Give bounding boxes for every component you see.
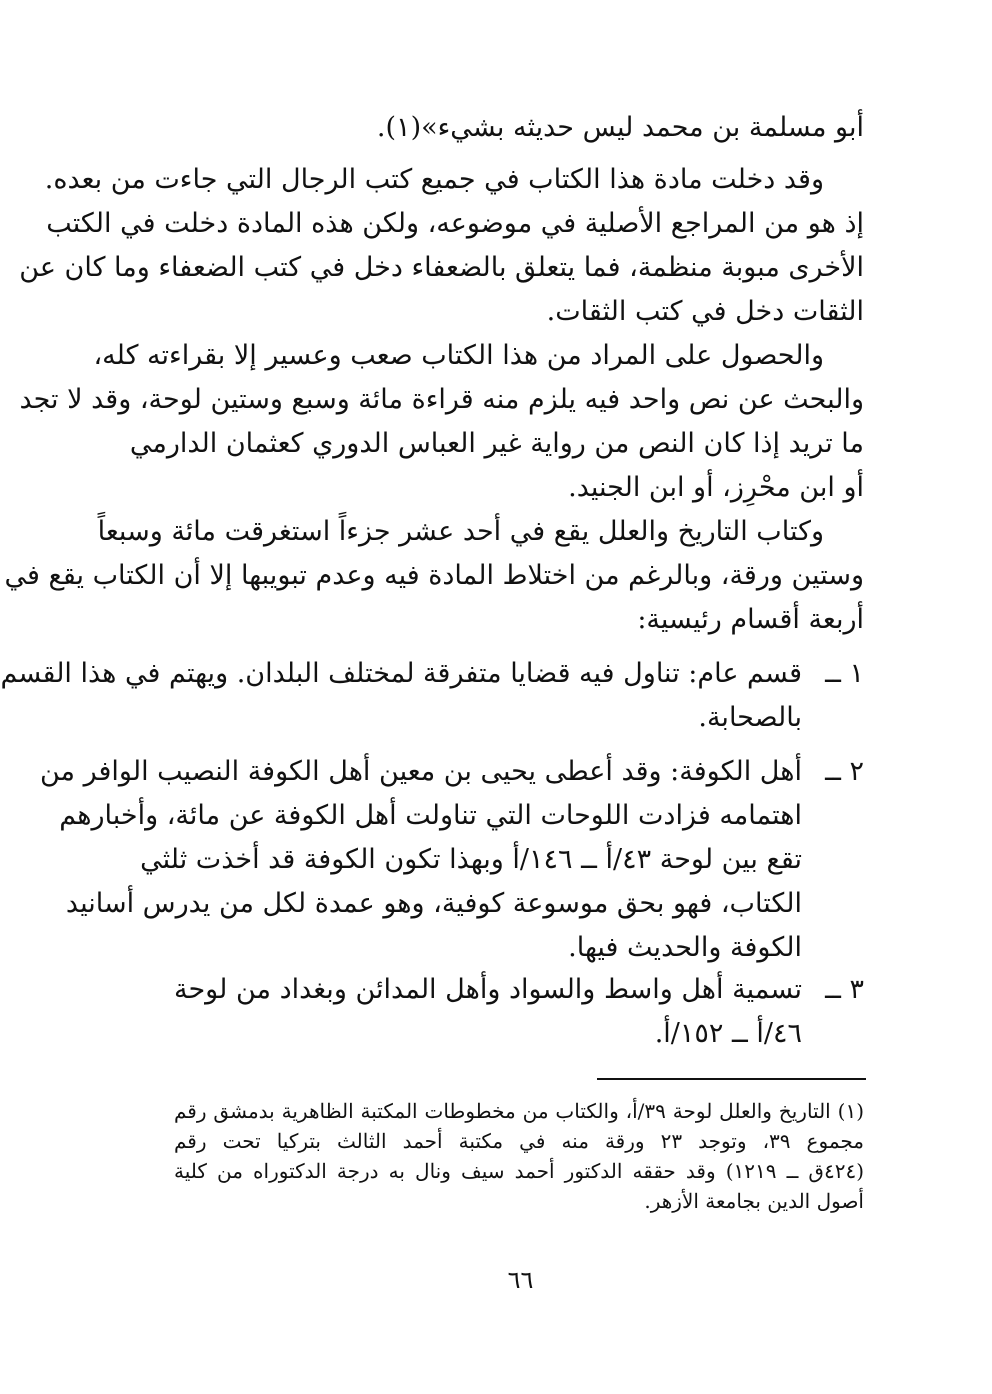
- section-text: [0, 652, 802, 740]
- section-line: أهل الكوفة: وقد أعطى يحيى بن معين أهل الكوفة النصيب الوافر من: [40, 756, 802, 787]
- footnote: [174, 1096, 864, 1216]
- footnote-line: (٤٢٤ق ــ ١٢١٩) وقد حققه الدكتور أحمد سيف ونال به درجة الدكتوراه من كلية: [174, 1159, 864, 1183]
- paragraph-3: [4, 510, 864, 642]
- section-line: تقع بين لوحة ٤٣/أ ــ ١٤٦/أ وبهذا تكون الكوفة قد أخذت ثلثي: [140, 844, 802, 875]
- paragraph-line: وقد دخلت مادة هذا الكتاب في جميع كتب الرجال التي جاءت من بعده.: [44, 164, 824, 195]
- section-line: قسم عام: تناول فيه قضايا متفرقة لمختلف البلدان. ويهتم في هذا القسم: [0, 658, 802, 689]
- paragraph-line: وكتاب التاريخ والعلل يقع في أحد عشر جزءاً استغرقت مائة وسبعاً: [97, 516, 824, 547]
- section-number: ٣ ــ: [825, 974, 864, 1005]
- paragraph-line: أو ابن محْرِز، أو ابن الجنيد.: [568, 472, 864, 503]
- page-number: ٦٦: [507, 1266, 534, 1294]
- footnote-divider: [597, 1078, 866, 1080]
- intro-line: أبو مسلمة بن محمد ليس حديثه بشيء»(١).: [376, 112, 864, 143]
- section-number: ٢ ــ: [825, 756, 864, 787]
- section-line: ٤٦/أ ــ ١٥٢/أ.: [654, 1018, 802, 1049]
- footnote-line: (١) التاريخ والعلل لوحة ٣٩/أ، والكتاب من مخطوطات المكتبة الظاهرية بدمشق رقم: [174, 1099, 864, 1123]
- paragraph-line: ما تريد إذا كان النص من رواية غير العباس الدوري كعثمان الدارمي: [129, 428, 864, 459]
- section-number: ١ ــ: [825, 658, 864, 689]
- section-line: الكتاب، فهو بحق موسوعة كوفية، وهو عمدة لكل من يدرس أسانيد: [65, 888, 802, 919]
- paragraph-line: إذ هو من المراجع الأصلية في موضوعه، ولكن هذه المادة دخلت في الكتب: [46, 208, 864, 239]
- body-text: [4, 106, 864, 642]
- section-text: [174, 968, 802, 1056]
- paragraph-line: أربعة أقسام رئيسية:: [637, 604, 864, 635]
- section-line: الكوفة والحديث فيها.: [568, 932, 802, 963]
- paragraph-2: [19, 334, 864, 510]
- paragraph-line: والبحث عن نص واحد فيه يلزم منه قراءة مائة وسبع وستين لوحة، وقد لا تجد: [19, 384, 864, 415]
- paragraph-line: والحصول على المراد من هذا الكتاب صعب وعسير إلا بقراءته كله،: [93, 340, 824, 371]
- section-text: [40, 750, 802, 970]
- paragraph-1: [19, 158, 864, 334]
- paragraph-line: الأخرى مبوبة منظمة، فما يتعلق بالضعفاء دخل في كتب الضعفاء وما كان عن: [19, 252, 864, 283]
- section-line: اهتمامه فزادت اللوحات التي تناولت أهل الكوفة عن مائة، وأخبارهم: [59, 800, 802, 831]
- footnote-line: أصول الدين بجامعة الأزهر.: [644, 1189, 864, 1213]
- paragraph-line: الثقات دخل في كتب الثقات.: [546, 296, 864, 327]
- footnote-line: مجموع ٣٩، وتوجد ٢٣ ورقة منه في مكتبة أحمد الثالث بتركيا تحت رقم: [174, 1129, 865, 1153]
- paragraph-line: وستين ورقة، وبالرغم من اختلاط المادة فيه وعدم تبويبها إلا أن الكتاب يقع في: [4, 560, 864, 591]
- section-line: بالصحابة.: [698, 702, 802, 733]
- section-line: تسمية أهل واسط والسواد وأهل المدائن وبغداد من لوحة: [174, 974, 802, 1005]
